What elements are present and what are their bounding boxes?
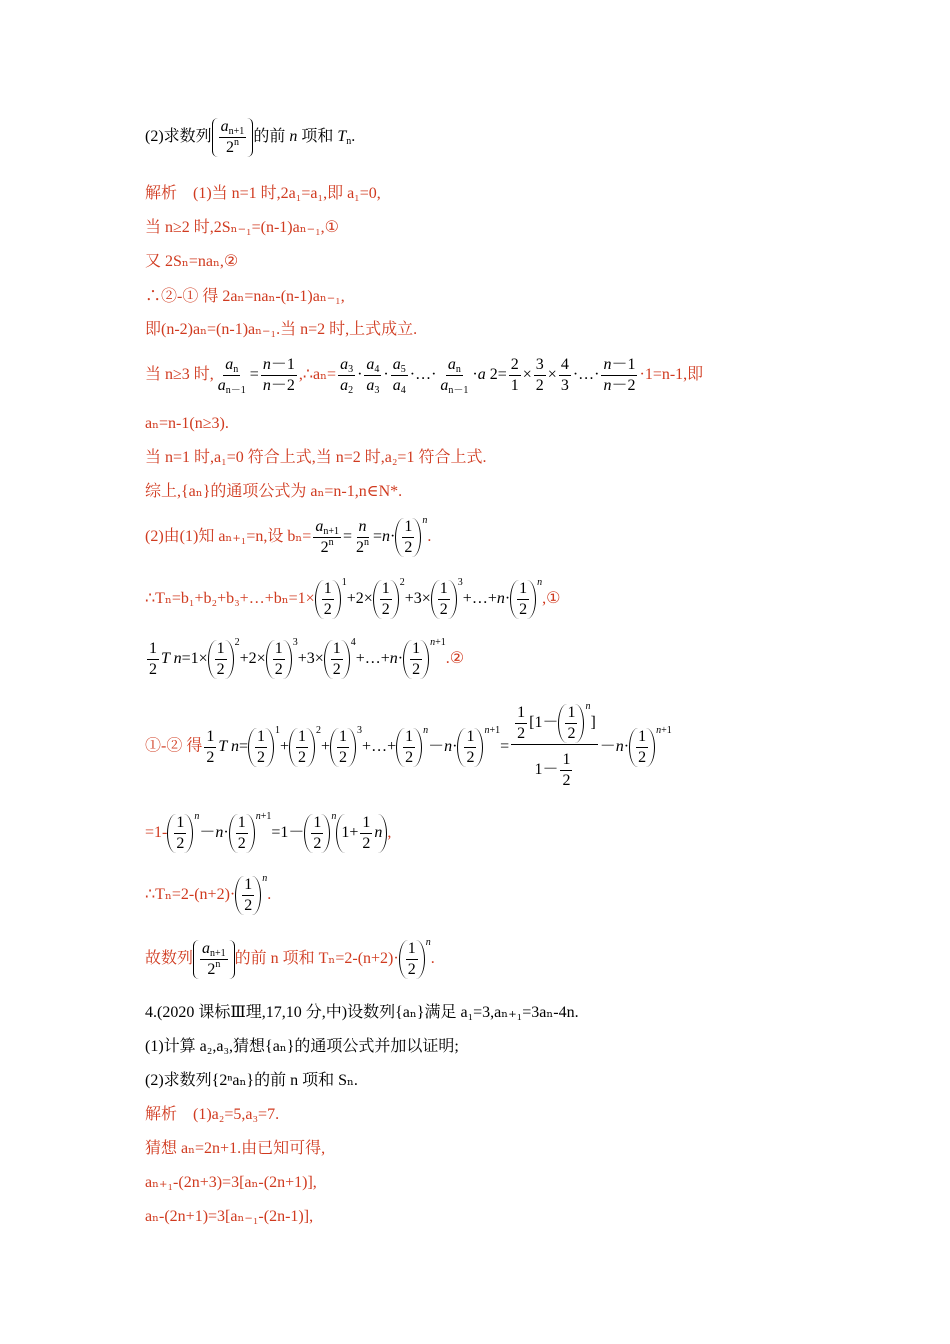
sol3-line16: 故数列 $\frac{a_{n+1}}{2^n}$ 的前 n 项和 Tₙ=2-(n+2)· $\frac{1}{2}$ $^n$.	[145, 937, 435, 978]
part2-question: (2)求数列 $\frac{a_{n+1}}{2^n}$ 的前 n 项和 $T_n$.	[145, 118, 356, 156]
sol3-line5: 即(n-2)aₙ=(n-1)aₙ₋₁.当 n=2 时,上式成立.	[145, 321, 418, 338]
sol3-line7: aₙ=n-1(n≥3).	[145, 415, 229, 432]
sol3-line4: ∴②-① 得 2aₙ=naₙ-(n-1)aₙ₋₁,	[145, 288, 345, 305]
sol3-line13: ①-② 得 $\frac{1}{2}$ T n= $\frac{1}{2}$ $^1$+ $\frac{1}{2}$ $^2$+ $\frac{1}{2}$ $^3$+…+ $\frac{1}{2}$ $^n$－n· $\frac{1}{2}$ $^{n+1}$= $\frac{1}{2}$ [1－ $\frac{1}{2}$ $^n$] 1－ $\frac{1}{2}$ －n· $\frac{1}{2}$ $^{n+1}$	[145, 701, 672, 789]
q4-line2: (1)计算 a₂,a₃,猜想{aₙ}的通项公式并加以证明;	[145, 1038, 459, 1055]
sol3-line9: 综上,{aₙ}的通项公式为 aₙ=n-1,n∈N*.	[145, 483, 403, 500]
sol4-line2: 猜想 aₙ=2n+1.由已知可得,	[145, 1140, 326, 1157]
q-prefix: (2)求数列	[145, 128, 212, 146]
sol3-line3: 又 2Sₙ=naₙ,②	[145, 253, 239, 270]
sol4-line3: aₙ₊₁-(2n+3)=3[aₙ-(2n+1)],	[145, 1174, 317, 1191]
sol3-line11: ∴Tₙ=b₁+b₂+b₃+…+bₙ=1× $\frac{1}{2}$ $^1$+2× $\frac{1}{2}$ $^2$+3× $\frac{1}{2}$ $^3$+…+n· $\frac{1}{2}$ $^n$,①	[145, 577, 561, 618]
sol4-line1: 解析 (1)a₂=5,a₃=7.	[145, 1106, 280, 1123]
seq-brace: $\frac{a_{n+1}}{2^n}$	[212, 118, 254, 157]
sol3-line6: 当 n≥3 时, $\frac{a_n}{a_{n-1}}$ = $\frac{n-1}{n-2}$ ,∴aₙ= $\frac{a_3}{a_2}$ · $\frac{a_4}{a_3}$ · $\frac{a_5}{a_4}$ ·…· $\frac{a_n}{a_{n-1}}$ ·a 2= $\frac{2}{1}$ × $\frac{3}{2}$ × $\frac{4}{3}$ ·…· $\frac{n-1}{n-2}$ ·1=n-1,即	[145, 356, 704, 396]
sol3-line14: =1- $\frac{1}{2}$ $^n$－n· $\frac{1}{2}$ $^{n+1}$=1－ $\frac{1}{2}$ $^n$1+ $\frac{1}{2}$ n ,	[145, 811, 392, 852]
q4-line3: (2)求数列{2ⁿaₙ}的前 n 项和 Sₙ.	[145, 1072, 358, 1089]
sol3-line2: 当 n≥2 时,2Sₙ₋₁=(n-1)aₙ₋₁,①	[145, 219, 340, 236]
sol3-line10: (2)由(1)知 aₙ₊₁=n,设 bₙ= $\frac{a_{n+1}}{2^n}$ = $\frac{n}{2^n}$ =n· $\frac{1}{2}$ $^n$.	[145, 515, 432, 556]
q4-line1: 4.(2020 课标Ⅲ理,17,10 分,中)设数列{aₙ}满足 a₁=3,aₙ₊₁=3aₙ-4n.	[145, 1004, 579, 1021]
sol3-line8: 当 n=1 时,a₁=0 符合上式,当 n=2 时,a₂=1 符合上式.	[145, 449, 487, 466]
sol3-line12: $\frac{1}{2}$ T n=1× $\frac{1}{2}$ $^2$+2× $\frac{1}{2}$ $^3$+3× $\frac{1}{2}$ $^4$+…+n· $\frac{1}{2}$ $^{n+1}$.②	[149, 637, 465, 678]
sol4-line4: aₙ-(2n+1)=3[aₙ₋₁-(2n-1)],	[145, 1208, 314, 1225]
sol3-line1: 解析 (1)当 n=1 时,2a₁=a₁,即 a₁=0,	[145, 185, 381, 202]
sol3-line15: ∴Tₙ=2-(n+2)· $\frac{1}{2}$ $^n$.	[145, 873, 272, 914]
